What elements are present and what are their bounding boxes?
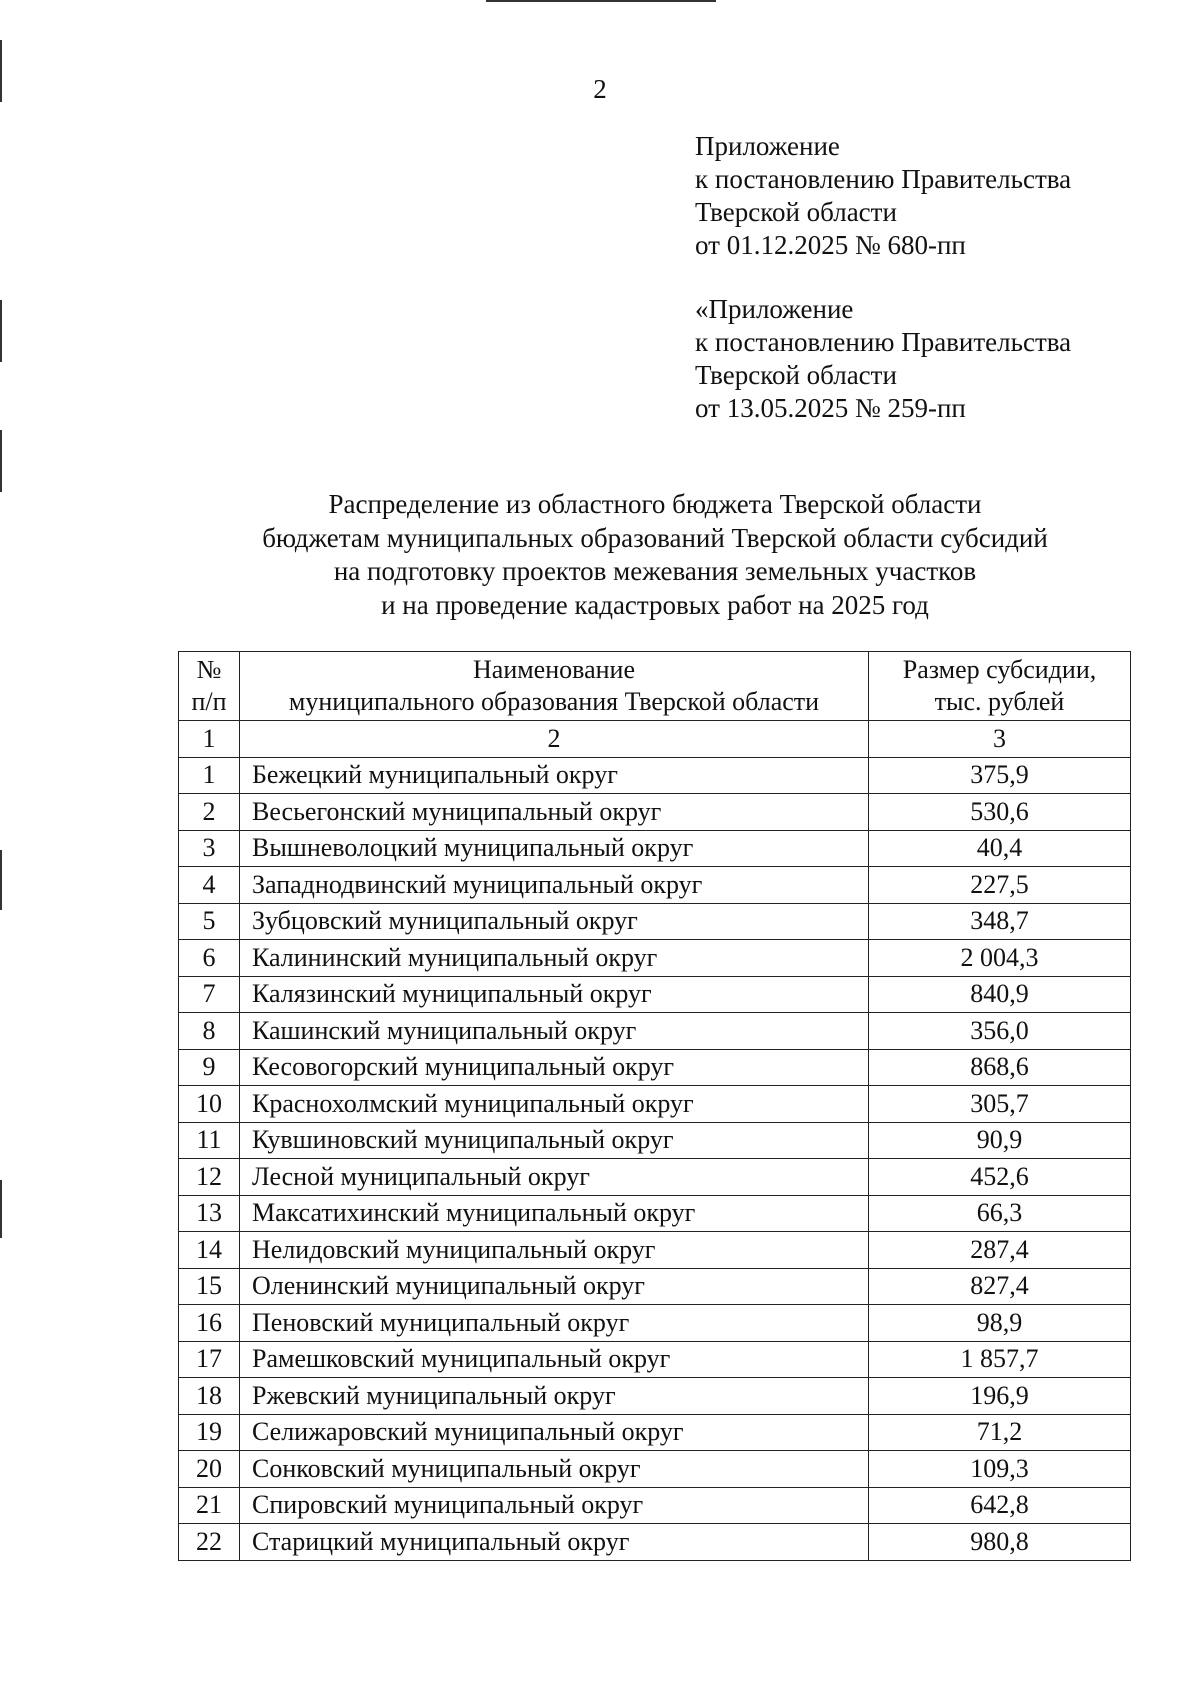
municipality-name: Сонковский муниципальный округ (240, 1451, 869, 1488)
row-number: 13 (179, 1195, 240, 1232)
subsidy-amount: 305,7 (869, 1086, 1131, 1123)
column-index: 3 (869, 721, 1131, 758)
table-row (179, 1378, 1131, 1415)
municipality-name: Лесной муниципальный округ (240, 1159, 869, 1196)
subsidy-amount: 109,3 (869, 1451, 1131, 1488)
header-name-line: Наименование (473, 655, 635, 684)
municipality-name: Зубцовский муниципальный округ (240, 903, 869, 940)
subsidy-amount: 452,6 (869, 1159, 1131, 1196)
municipality-name: Кувшиновский муниципальный округ (240, 1122, 869, 1159)
row-number: 17 (179, 1341, 240, 1378)
header-amount-line: тыс. рублей (934, 687, 1065, 716)
title-line: бюджетам муниципальных образований Тверской области субсидий (262, 522, 1048, 553)
municipality-name: Максатихинский муниципальный округ (240, 1195, 869, 1232)
municipality-name: Оленинский муниципальный округ (240, 1268, 869, 1305)
table-row (179, 976, 1131, 1013)
column-index: 1 (179, 721, 240, 758)
subsidy-amount: 868,6 (869, 1049, 1131, 1086)
subsidy-amount: 40,4 (869, 830, 1131, 867)
municipality-name: Ржевский муниципальный округ (240, 1378, 869, 1415)
subsidy-amount: 71,2 (869, 1414, 1131, 1451)
row-number: 11 (179, 1122, 240, 1159)
table-row (179, 1086, 1131, 1123)
header-amount (869, 652, 1131, 721)
table-row (179, 1159, 1131, 1196)
subsidy-amount: 98,9 (869, 1305, 1131, 1342)
page-number: 2 (593, 74, 607, 104)
header-name (240, 652, 869, 721)
row-number: 21 (179, 1487, 240, 1524)
table-row (179, 940, 1131, 977)
table-row (179, 1049, 1131, 1086)
table-row (179, 757, 1131, 794)
table-row (179, 903, 1131, 940)
header-name-line: муниципального образования Тверской области (288, 687, 820, 716)
title-line: на подготовку проектов межевания земельных участков (333, 556, 977, 586)
municipality-name: Кесовогорский муниципальный округ (240, 1049, 869, 1086)
subsidy-amount: 827,4 (869, 1268, 1131, 1305)
municipality-name: Калининский муниципальный округ (240, 940, 869, 977)
table-row (179, 1232, 1131, 1269)
municipality-name: Старицкий муниципальный округ (240, 1524, 869, 1561)
column-index: 2 (240, 721, 869, 758)
row-number: 3 (179, 830, 240, 867)
table-row (179, 1195, 1131, 1232)
appendix-line: Приложение (695, 131, 840, 161)
scan-edge-mark (0, 300, 2, 362)
row-number: 10 (179, 1086, 240, 1123)
table-row (179, 1487, 1131, 1524)
document-title (0, 488, 1200, 622)
subsidy-table (178, 651, 1131, 1561)
subsidy-amount: 348,7 (869, 903, 1131, 940)
row-number: 8 (179, 1013, 240, 1050)
table-row (179, 1524, 1131, 1561)
subsidy-amount: 980,8 (869, 1524, 1131, 1561)
row-number: 18 (179, 1378, 240, 1415)
subsidy-amount: 2 004,3 (869, 940, 1131, 977)
municipality-name: Западнодвинский муниципальный округ (240, 867, 869, 904)
row-number: 14 (179, 1232, 240, 1269)
appendix-line: Тверской области (695, 360, 897, 390)
subsidy-amount: 287,4 (869, 1232, 1131, 1269)
subsidy-amount: 530,6 (869, 794, 1131, 831)
subsidy-amount: 840,9 (869, 976, 1131, 1013)
appendix-line: к постановлению Правительства (695, 164, 1072, 194)
subsidy-amount: 227,5 (869, 867, 1131, 904)
municipality-name: Краснохолмский муниципальный округ (240, 1086, 869, 1123)
header-number-line: № (196, 655, 222, 684)
row-number: 6 (179, 940, 240, 977)
row-number: 1 (179, 757, 240, 794)
table-header-row (179, 652, 1131, 721)
municipality-name: Селижаровский муниципальный округ (240, 1414, 869, 1451)
municipality-name: Пеновский муниципальный округ (240, 1305, 869, 1342)
row-number: 15 (179, 1268, 240, 1305)
scan-edge-mark (0, 850, 2, 910)
municipality-name: Нелидовский муниципальный округ (240, 1232, 869, 1269)
subsidy-amount: 642,8 (869, 1487, 1131, 1524)
column-index-row (179, 721, 1131, 758)
municipality-name: Бежецкий муниципальный округ (240, 757, 869, 794)
row-number: 7 (179, 976, 240, 1013)
row-number: 9 (179, 1049, 240, 1086)
municipality-name: Калязинский муниципальный округ (240, 976, 869, 1013)
table-row (179, 1451, 1131, 1488)
row-number: 2 (179, 794, 240, 831)
title-line: и на проведение кадастровых работ на 2025 год (381, 589, 929, 620)
scan-edge-mark (0, 1180, 2, 1238)
appendix-header-original (695, 293, 1071, 425)
municipality-name: Спировский муниципальный округ (240, 1487, 869, 1524)
title-line: Распределение из областного бюджета Тверской области (328, 489, 982, 519)
municipality-name: Кашинский муниципальный округ (240, 1013, 869, 1050)
appendix-line: от 01.12.2025 № 680-пп (695, 230, 966, 260)
appendix-line: Тверской области (695, 197, 897, 227)
scan-edge-mark (486, 0, 716, 2)
row-number: 19 (179, 1414, 240, 1451)
header-number (179, 652, 240, 721)
header-number-line: п/п (191, 687, 227, 716)
municipality-name: Вышневолоцкий муниципальный округ (240, 830, 869, 867)
subsidy-amount: 196,9 (869, 1378, 1131, 1415)
appendix-line: от 13.05.2025 № 259-пп (695, 393, 966, 423)
municipality-name: Весьегонский муниципальный округ (240, 794, 869, 831)
table-row (179, 1341, 1131, 1378)
row-number: 12 (179, 1159, 240, 1196)
subsidy-amount: 375,9 (869, 757, 1131, 794)
table-row (179, 1305, 1131, 1342)
appendix-line: «Приложение (695, 294, 854, 324)
subsidy-amount: 90,9 (869, 1122, 1131, 1159)
appendix-header-current (695, 130, 1071, 262)
table-row (179, 1013, 1131, 1050)
scan-edge-mark (0, 430, 2, 492)
table-row (179, 1122, 1131, 1159)
table-row (179, 830, 1131, 867)
row-number: 4 (179, 867, 240, 904)
municipality-name: Рамешковский муниципальный округ (240, 1341, 869, 1378)
subsidy-amount: 1 857,7 (869, 1341, 1131, 1378)
table-row (179, 867, 1131, 904)
header-amount-line: Размер субсидии, (902, 655, 1097, 684)
subsidy-amount: 66,3 (869, 1195, 1131, 1232)
row-number: 20 (179, 1451, 240, 1488)
table-row (179, 1414, 1131, 1451)
subsidy-amount: 356,0 (869, 1013, 1131, 1050)
row-number: 16 (179, 1305, 240, 1342)
table-row (179, 794, 1131, 831)
row-number: 22 (179, 1524, 240, 1561)
appendix-line: к постановлению Правительства (695, 327, 1072, 357)
row-number: 5 (179, 903, 240, 940)
table-row (179, 1268, 1131, 1305)
